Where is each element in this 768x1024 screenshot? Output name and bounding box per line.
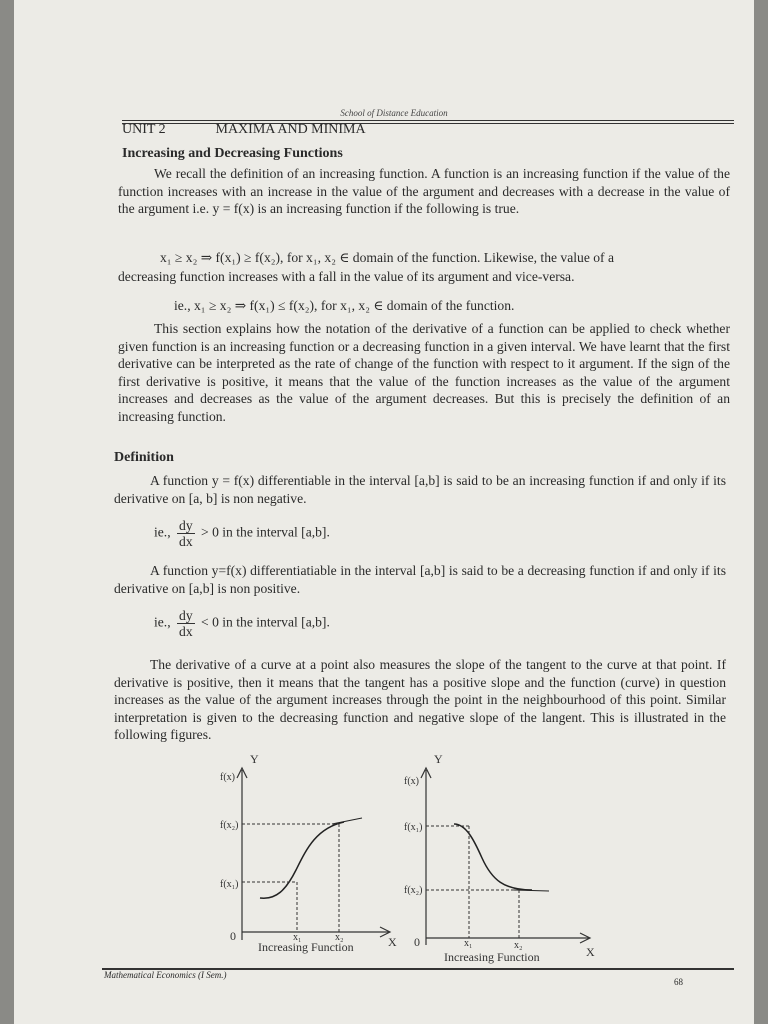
- origin-label: 0: [414, 935, 420, 949]
- definition-decreasing: A function y=f(x) differentiatiable in the interval [a,b] is said to be a decreasing function if and only if its derivative on [a,b] is non positive.: [114, 563, 726, 596]
- derivative-fraction: [177, 518, 195, 549]
- fx1-label: f(x₁): [404, 822, 423, 833]
- increasing-curve: [260, 822, 344, 898]
- prefix-text: ie.,: [154, 524, 171, 540]
- footer-course: Mathematical Economics (I Sem.): [104, 970, 227, 980]
- unit-number: UNIT 2: [122, 122, 166, 137]
- figure-svg: [14, 750, 754, 965]
- derivative-fraction: [177, 608, 195, 639]
- decreasing-curve: [454, 824, 532, 890]
- math-text: for x₁, x₂ ∈ domain of the function. Likewise, the value of a: [286, 250, 615, 265]
- condition-text: < 0 in the interval [a,b].: [201, 614, 330, 630]
- fx1-label: f(x₁): [220, 879, 239, 890]
- paragraph-intro: We recall the definition of an increasing function. A function is an increasing function if the value of the function increases with an increase in the value of the argument and decreases with a decrease in the value of the argument i.e. y = f(x) is an increasing function if the following is true.: [118, 166, 730, 216]
- fx2-label: f(x₂): [404, 885, 423, 896]
- paragraph-tangent: The derivative of a curve at a point also measures the slope of the tangent to the curve at that point. If derivative is positive, then it means that the tangent has a positive slope and the function (curve) in question increases as the value of the argument increases through the point in the neighbourhood of this point. Similar interpretation is given to the decreasing function and negative slope of the langent. This is illustrated in the following figures.: [114, 657, 726, 742]
- paragraph-derivative: This section explains how the notation of the derivative of a function can be applied to check whether given function is an increasing function or a decreasing function in a given interval. We have learnt that the first derivative can be interpreted as the rate of change of the function with respect to it argument. If the sign of the first derivative is positive, it means that the value of the function increases as the value of the argument increases and decreases as the value of the argument decreases. But this is precisely the definition of an increasing function.: [118, 321, 730, 424]
- increasing-condition: [160, 250, 614, 266]
- fraction-denominator: dx: [179, 624, 193, 639]
- prefix-text: ie.,: [154, 614, 171, 630]
- figure-increasing: [220, 752, 397, 954]
- fx2-label: f(x₂): [220, 820, 239, 831]
- x1-label: x₁: [464, 938, 473, 949]
- y-axis-label: Y: [250, 752, 259, 766]
- origin-label: 0: [230, 929, 236, 943]
- x2-label: x₂: [335, 932, 344, 943]
- tangent-line: [332, 818, 362, 824]
- y-axis-label: Y: [434, 752, 443, 766]
- math-text: for x₁, x₂ ∈ domain of the function.: [320, 298, 515, 313]
- definition-increasing: A function y = f(x) differentiable in the interval [a,b] is said to be an increasing function if and only if its derivative on [a, b] is non negative.: [114, 473, 726, 506]
- figures: [14, 750, 754, 965]
- school-header: School of Distance Education: [340, 108, 448, 118]
- x1-label: x₁: [293, 932, 302, 943]
- unit-heading: [122, 122, 366, 138]
- x-axis-label: X: [586, 945, 595, 959]
- math-expression: x₁ ≥ x₂ ⇒ f(x₁) ≥ f(x₂),: [160, 250, 284, 265]
- increasing-derivative-condition: [154, 518, 330, 549]
- document-page: [14, 0, 754, 1024]
- definition-title: Definition: [114, 450, 174, 465]
- figure-decreasing: [404, 752, 595, 964]
- unit-title: MAXIMA AND MINIMA: [215, 122, 366, 137]
- decreasing-derivative-condition: [154, 608, 330, 639]
- x-axis-label: X: [388, 935, 397, 949]
- fx-label: f(x): [404, 776, 419, 787]
- condition-text: > 0 in the interval [a,b].: [201, 524, 330, 540]
- decreasing-condition: [174, 298, 514, 314]
- x2-label: x₂: [514, 940, 523, 951]
- page-number: 68: [674, 977, 683, 987]
- figure-caption: Increasing Function: [258, 940, 354, 954]
- fraction-numerator: dy: [179, 608, 193, 623]
- paragraph-decreasing: decreasing function increases with a fall in the value of its argument and vice-versa.: [118, 269, 575, 284]
- fx-label: f(x): [220, 772, 235, 783]
- section-title: Increasing and Decreasing Functions: [122, 146, 343, 161]
- fraction-numerator: dy: [179, 518, 193, 533]
- header-rule: [122, 120, 734, 121]
- math-expression: ie., x₁ ≥ x₂ ⇒ f(x₁) ≤ f(x₂),: [174, 298, 318, 313]
- figure-caption: Increasing Function: [444, 950, 540, 964]
- fraction-denominator: dx: [179, 534, 193, 549]
